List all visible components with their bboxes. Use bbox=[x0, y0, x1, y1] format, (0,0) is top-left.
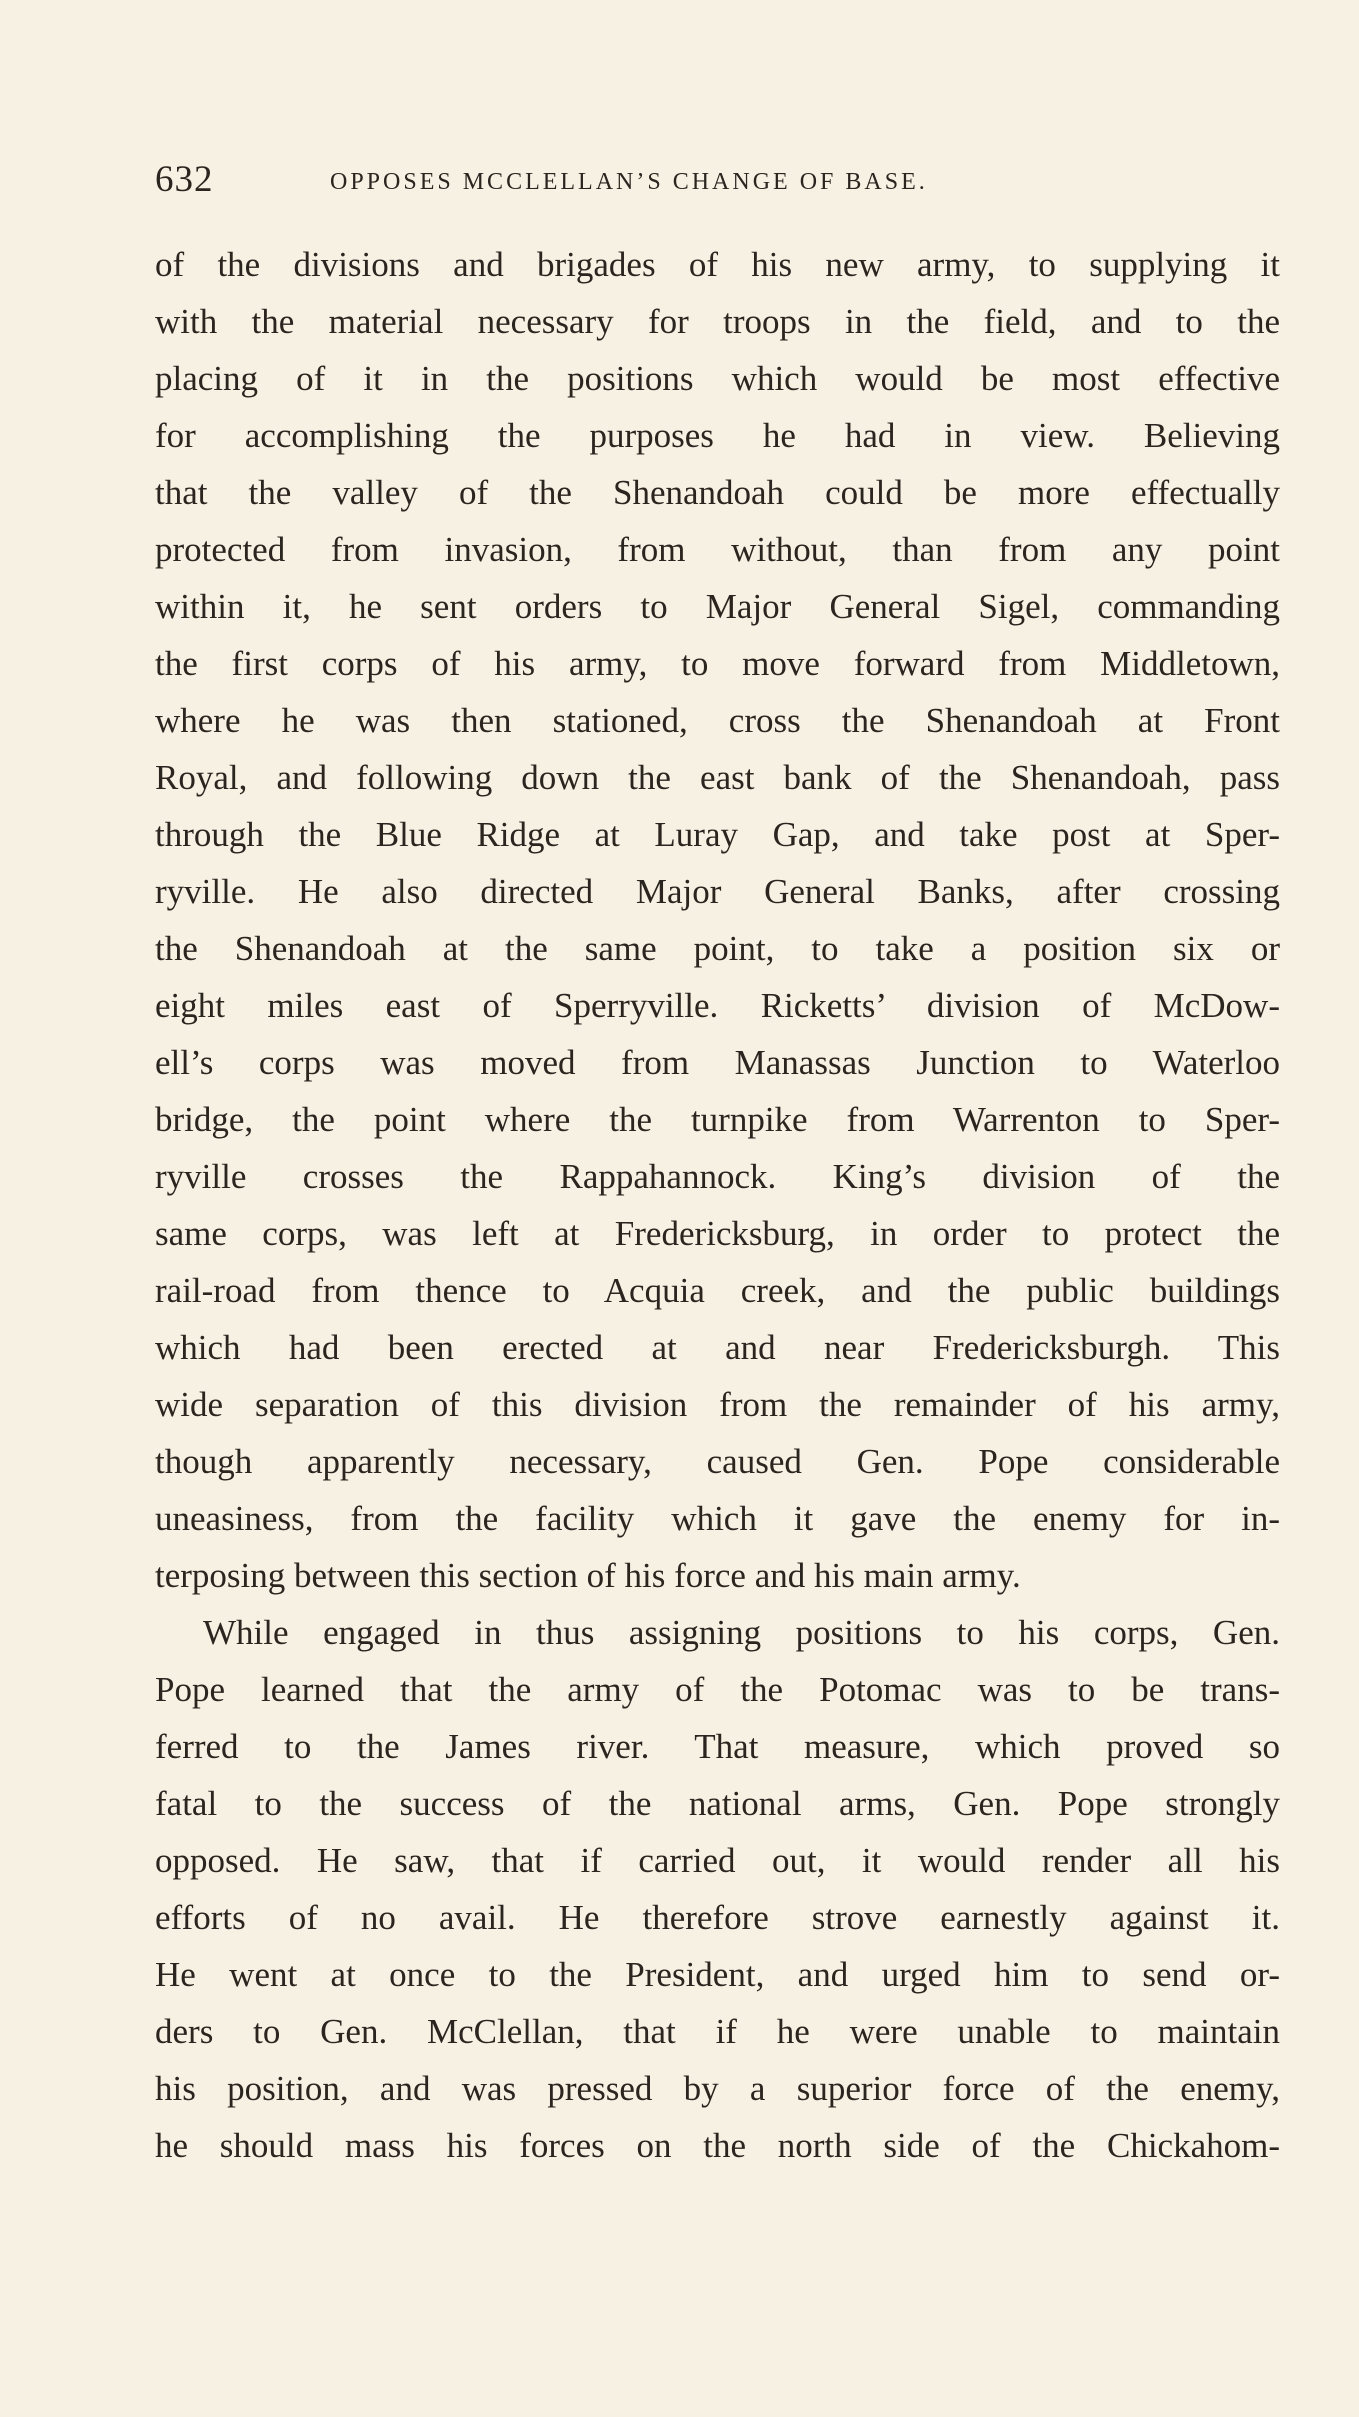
text-line: though apparently necessary, caused Gen. Pope considerable bbox=[155, 1442, 1280, 1481]
running-head: OPPOSES MCCLELLAN’S CHANGE OF BASE. bbox=[330, 169, 928, 195]
text-line: eight miles east of Sperryville. Ricketts’ division of McDow- bbox=[155, 986, 1280, 1025]
text-line: within it, he sent orders to Major General Sigel, commanding bbox=[155, 587, 1280, 626]
text-line: same corps, was left at Fredericksburg, in order to protect the bbox=[155, 1214, 1280, 1253]
text-line: he should mass his forces on the north side of the Chickahom- bbox=[155, 2126, 1280, 2165]
text-line: He went at once to the President, and urged him to send or- bbox=[155, 1955, 1280, 1994]
text-line: ryville crosses the Rappahannock. King’s division of the bbox=[155, 1157, 1280, 1196]
text-line: with the material necessary for troops in the field, and to the bbox=[155, 302, 1280, 341]
text-line: his position, and was pressed by a superior force of the enemy, bbox=[155, 2069, 1280, 2108]
text-line: ell’s corps was moved from Manassas Junction to Waterloo bbox=[155, 1043, 1280, 1082]
text-line: the first corps of his army, to move forward from Middletown, bbox=[155, 644, 1280, 683]
body-text bbox=[155, 236, 1280, 2174]
page-header bbox=[155, 155, 1280, 205]
text-line: fatal to the success of the national arms, Gen. Pope strongly bbox=[155, 1784, 1280, 1823]
text-line: terposing between this section of his force and his main army. bbox=[155, 1556, 1021, 1595]
page-number: 632 bbox=[155, 159, 214, 200]
text-line: protected from invasion, from without, than from any point bbox=[155, 530, 1280, 569]
text-line: Pope learned that the army of the Potomac was to be trans- bbox=[155, 1670, 1280, 1709]
text-line: where he was then stationed, cross the Shenandoah at Front bbox=[155, 701, 1280, 740]
text-line: bridge, the point where the turnpike from Warrenton to Sper- bbox=[155, 1100, 1280, 1139]
text-line: ders to Gen. McClellan, that if he were unable to maintain bbox=[155, 2012, 1280, 2051]
text-line: uneasiness, from the facility which it gave the enemy for in- bbox=[155, 1499, 1280, 1538]
text-line: wide separation of this division from the remainder of his army, bbox=[155, 1385, 1280, 1424]
text-line: rail-road from thence to Acquia creek, and the public buildings bbox=[155, 1271, 1280, 1310]
paragraph-start-line: While engaged in thus assigning positions to his corps, Gen. bbox=[203, 1613, 1280, 1652]
text-line: which had been erected at and near Fredericksburgh. This bbox=[155, 1328, 1280, 1367]
text-line: for accomplishing the purposes he had in view. Believing bbox=[155, 416, 1280, 455]
text-line: Royal, and following down the east bank of the Shenandoah, pass bbox=[155, 758, 1280, 797]
text-line: through the Blue Ridge at Luray Gap, and take post at Sper- bbox=[155, 815, 1280, 854]
text-line: the Shenandoah at the same point, to take a position six or bbox=[155, 929, 1280, 968]
text-line: ryville. He also directed Major General Banks, after crossing bbox=[155, 872, 1280, 911]
text-line: ferred to the James river. That measure, which proved so bbox=[155, 1727, 1280, 1766]
text-line: efforts of no avail. He therefore strove earnestly against it. bbox=[155, 1898, 1280, 1937]
text-line: of the divisions and brigades of his new army, to supplying it bbox=[155, 245, 1280, 284]
text-line: placing of it in the positions which would be most effective bbox=[155, 359, 1280, 398]
text-line: opposed. He saw, that if carried out, it would render all his bbox=[155, 1841, 1280, 1880]
text-line: that the valley of the Shenandoah could be more effectually bbox=[155, 473, 1280, 512]
